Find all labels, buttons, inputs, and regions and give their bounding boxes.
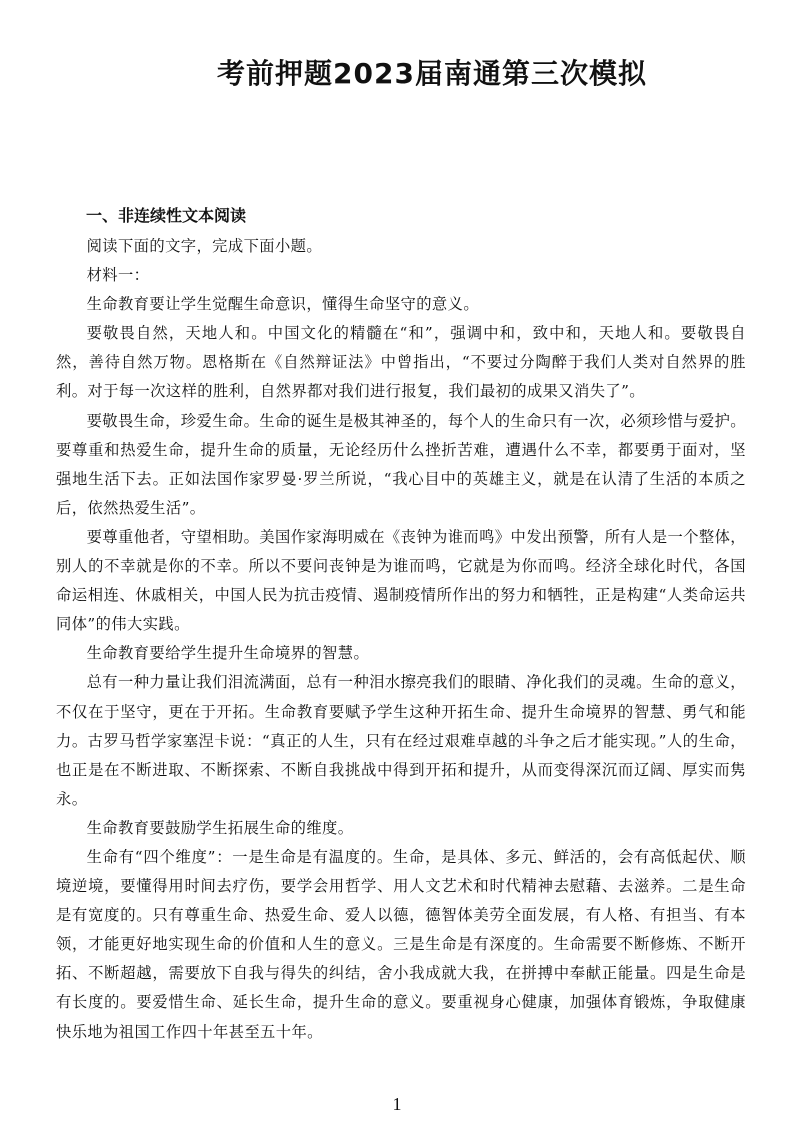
body-paragraph: 要尊重他者，守望相助。美国作家海明威在《丧钟为谁而鸣》中发出预警，所有人是一个整体，别人的不幸就是你的不幸。所以不要问丧钟是为谁而鸣，它就是为你而鸣。经济全球化时代，各国命运相连、休戚相关，中国人民为抗击疫情、遏制疫情所作出的努力和牺牲，正是构建“人类命运共同体”的伟大实践。 (56, 527, 746, 634)
instruction-paragraph: 阅读下面的文字，完成下面小题。 (86, 237, 323, 255)
body-paragraph: 生命教育要让学生觉醒生命意识，懂得生命坚守的意义。 (86, 295, 480, 314)
body-paragraph: 生命有“四个维度”：一是生命是有温度的。生命，是具体、多元、鲜活的，会有高低起伏、顺境逆境，要懂得用时间去疗伤，要学会用哲学、用人文艺术和时代精神去慰藉、去滋养。二是生命是有宽度的。只有尊重生命、热爱生命、爱人以德，德智体美劳全面发展，有人格、有担当、有本领，才能更好地实现生命的价值和人生的意义。三是生命是有深度的。生命需要不断修炼、不断开拓、不断超越，需要放下自我与得失的纠结，舍小我成就大我，在拼搏中奉献正能量。四是生命是有长度的。要爱惜生命、延长生命，提升生命的意义。要重视身心健康，加强体育锻炼，争取健康快乐地为祖国工作四十年甚至五十年。 (56, 847, 746, 1041)
body-paragraph: 生命教育要给学生提升生命境界的智慧。 (86, 644, 370, 663)
page-title: 考前押题2023届南通第三次模拟 (217, 57, 647, 90)
document-body (56, 204, 746, 1047)
body-paragraph: 生命教育要鼓励学生拓展生命的维度。 (86, 818, 354, 837)
material-label: 材料一： (86, 266, 150, 285)
body-paragraph: 总有一种力量让我们泪流满面，总有一种泪水擦亮我们的眼睛、净化我们的灵魂。生命的意义，不仅在于坚守，更在于开拓。生命教育要赋予学生这种开拓生命、提升生命境界的智慧、勇气和能力。古罗马哲学家塞涅卡说：“真正的人生，只有在经过艰难卓越的斗争之后才能实现。”人的生命，也正是在不断进取、不断探索、不断自我挑战中得到开拓和提升，从而变得深沉而辽阔、厚实而隽永。 (56, 673, 746, 808)
body-paragraph: 要敬畏生命，珍爱生命。生命的诞生是极其神圣的，每个人的生命只有一次，必须珍惜与爱护。要尊重和热爱生命，提升生命的质量，无论经历什么挫折苦难，遭遇什么不幸，都要勇于面对，坚强地生活下去。正如法国作家罗曼·罗兰所说，“我心目中的英雄主义，就是在认清了生活的本质之后，依然热爱生活”。 (56, 411, 746, 517)
body-paragraph: 要敬畏自然，天地人和。中国文化的精髓在“和”，强调中和，致中和，天地人和。要敬畏自然，善待自然万物。恩格斯在《自然辩证法》中曾指出，“不要过分陶醉于我们人类对自然界的胜利。对于每一次这样的胜利，自然界都对我们进行报复，我们最初的成果又消失了”。 (56, 324, 746, 401)
section-heading: 一、非连续性文本阅读 (86, 206, 247, 225)
page-number: 1 (392, 1094, 402, 1114)
